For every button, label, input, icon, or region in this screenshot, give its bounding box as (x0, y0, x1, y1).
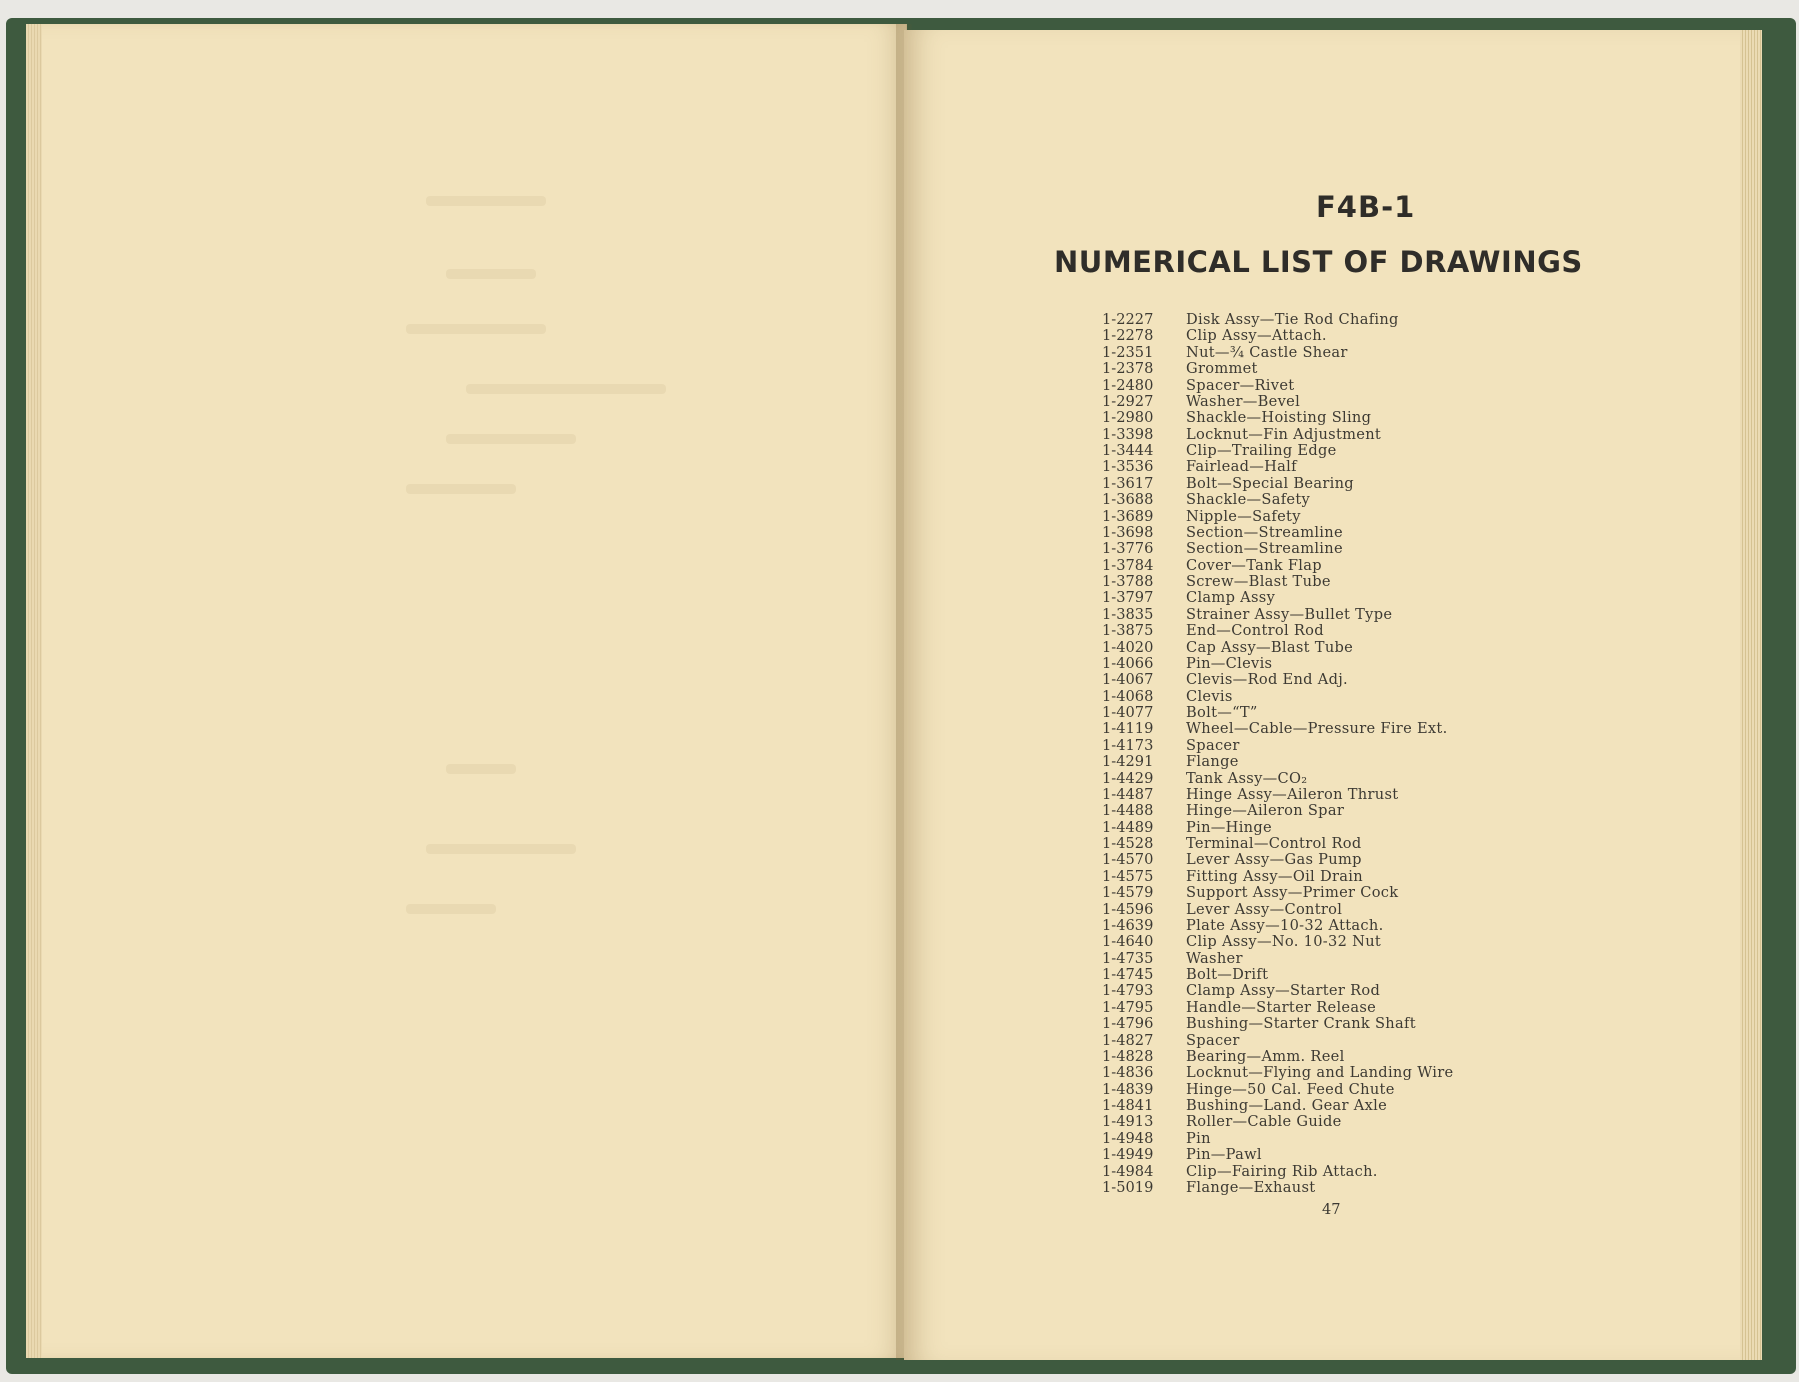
drawing-row (1098, 721, 1618, 737)
drawing-row (1098, 312, 1618, 328)
drawing-row (1098, 459, 1618, 475)
drawing-number: 1-4949 (1102, 1146, 1154, 1164)
show-through-text (446, 269, 536, 279)
show-through-text (406, 324, 546, 334)
drawing-description: Shackle—Hoisting Sling (1186, 409, 1372, 427)
drawing-description: Section—Streamline (1186, 540, 1343, 558)
drawing-number: 1-2980 (1102, 409, 1154, 427)
aircraft-model-title: F4B-1 (1316, 190, 1416, 224)
drawing-row (1098, 983, 1618, 999)
drawing-row (1098, 951, 1618, 967)
drawing-row (1098, 803, 1618, 819)
drawing-description: Handle—Starter Release (1186, 998, 1377, 1016)
drawing-description: Lever Assy—Control (1186, 900, 1343, 918)
drawing-row (1098, 443, 1618, 459)
drawing-row (1098, 345, 1618, 361)
drawing-row (1098, 1033, 1618, 1049)
drawing-row (1098, 820, 1618, 836)
drawing-number: 1-3788 (1102, 573, 1154, 590)
drawing-description: Bushing—Land. Gear Axle (1186, 1097, 1388, 1114)
drawing-description: Clip Assy—Attach. (1186, 327, 1327, 345)
drawing-description: Flange—Exhaust (1186, 1178, 1316, 1196)
drawing-row (1098, 427, 1618, 443)
drawing-description: Plate Assy—10-32 Attach. (1186, 916, 1384, 934)
drawing-number: 1-5019 (1102, 1178, 1154, 1196)
drawing-number: 1-3797 (1102, 589, 1154, 607)
drawing-description: Locknut—Flying and Landing Wire (1186, 1064, 1454, 1082)
drawing-number: 1-4827 (1102, 1031, 1154, 1049)
drawing-description: Fitting Assy—Oil Drain (1186, 867, 1363, 885)
drawing-description: Bearing—Amm. Reel (1186, 1047, 1345, 1065)
drawing-description: Screw—Blast Tube (1186, 573, 1331, 590)
drawing-number: 1-2351 (1102, 343, 1154, 361)
drawing-number: 1-4575 (1102, 867, 1154, 885)
drawing-description: Strainer Assy—Bullet Type (1186, 605, 1393, 623)
drawing-number: 1-3835 (1102, 605, 1154, 623)
drawing-description: Clamp Assy—Starter Rod (1186, 982, 1381, 1000)
drawing-row (1098, 394, 1618, 410)
drawing-row (1098, 852, 1618, 868)
show-through-text (446, 764, 516, 774)
drawing-number: 1-4067 (1102, 671, 1154, 689)
drawing-row (1098, 754, 1618, 770)
drawing-description: Spacer (1186, 736, 1240, 754)
drawing-number: 1-3688 (1102, 491, 1154, 509)
drawing-description: Clamp Assy (1186, 589, 1276, 607)
drawing-row (1098, 525, 1618, 541)
drawing-row (1098, 328, 1618, 344)
drawing-number: 1-4066 (1102, 654, 1154, 672)
drawing-description: Bolt—“T” (1186, 704, 1258, 721)
drawing-row (1098, 1049, 1618, 1065)
drawing-description: Bushing—Starter Crank Shaft (1186, 1015, 1416, 1033)
show-through-text (426, 844, 576, 854)
drawing-description: Tank Assy—CO₂ (1186, 769, 1308, 787)
drawing-number: 1-3617 (1102, 474, 1154, 492)
left-page (26, 24, 907, 1358)
drawing-description: Pin (1186, 1129, 1211, 1147)
drawing-row (1098, 869, 1618, 885)
drawing-description: Clip—Fairing Rib Attach. (1186, 1162, 1378, 1180)
drawing-number: 1-4639 (1102, 916, 1154, 934)
drawing-row (1098, 361, 1618, 377)
drawing-row (1098, 1180, 1618, 1196)
drawing-description: Locknut—Fin Adjustment (1186, 425, 1382, 443)
drawing-row (1098, 378, 1618, 394)
drawing-row (1098, 574, 1618, 590)
drawing-row (1098, 771, 1618, 787)
drawing-description: Bolt—Special Bearing (1186, 474, 1354, 492)
drawing-row (1098, 623, 1618, 639)
drawing-description: Shackle—Safety (1186, 491, 1311, 509)
drawing-number: 1-3776 (1102, 540, 1154, 558)
drawing-number: 1-4489 (1102, 818, 1154, 836)
right-page-edges (1740, 30, 1762, 1360)
drawing-description: Roller—Cable Guide (1186, 1113, 1342, 1131)
drawing-row (1098, 492, 1618, 508)
drawing-description: Fairlead—Half (1186, 458, 1297, 476)
drawing-row (1098, 1114, 1618, 1130)
drawing-number: 1-3698 (1102, 523, 1154, 541)
drawing-row (1098, 672, 1618, 688)
drawing-description: Nut—¾ Castle Shear (1186, 343, 1348, 361)
drawing-row (1098, 1147, 1618, 1163)
drawing-number: 1-4068 (1102, 687, 1154, 705)
drawing-description: Bolt—Drift (1186, 966, 1269, 983)
drawing-number: 1-3536 (1102, 458, 1154, 476)
drawing-number: 1-4839 (1102, 1080, 1154, 1098)
drawing-row (1098, 902, 1618, 918)
drawing-description: Pin—Pawl (1186, 1146, 1262, 1164)
drawing-description: Nipple—Safety (1186, 507, 1301, 525)
drawing-number: 1-4119 (1102, 720, 1154, 738)
drawing-description: Cover—Tank Flap (1186, 556, 1322, 574)
drawing-number: 1-4984 (1102, 1162, 1154, 1180)
drawing-number: 1-4841 (1102, 1097, 1154, 1114)
drawing-row (1098, 476, 1618, 492)
drawing-description: Lever Assy—Gas Pump (1186, 851, 1362, 869)
drawing-number: 1-2927 (1102, 392, 1154, 410)
drawing-description: Grommet (1186, 360, 1258, 378)
drawing-description: Support Assy—Primer Cock (1186, 884, 1399, 902)
drawing-row (1098, 967, 1618, 983)
drawing-number: 1-4828 (1102, 1047, 1154, 1065)
drawing-number: 1-4795 (1102, 998, 1154, 1016)
drawing-description: Cap Assy—Blast Tube (1186, 638, 1354, 656)
show-through-text (406, 904, 496, 914)
drawing-description: Wheel—Cable—Pressure Fire Ext. (1186, 720, 1448, 738)
drawing-row (1098, 1131, 1618, 1147)
drawing-row (1098, 705, 1618, 721)
drawing-number: 1-4429 (1102, 769, 1154, 787)
drawing-row (1098, 558, 1618, 574)
drawing-row (1098, 787, 1618, 803)
drawing-number: 1-2278 (1102, 327, 1154, 345)
page-heading: NUMERICAL LIST OF DRAWINGS (1054, 245, 1583, 279)
drawing-row (1098, 1082, 1618, 1098)
drawing-number: 1-4793 (1102, 982, 1154, 1000)
drawing-number: 1-4913 (1102, 1113, 1154, 1131)
drawing-number: 1-4735 (1102, 949, 1154, 967)
show-through-text (466, 384, 666, 394)
drawing-row (1098, 590, 1618, 606)
drawing-row (1098, 656, 1618, 672)
drawing-row (1098, 934, 1618, 950)
drawing-number: 1-4745 (1102, 966, 1154, 983)
drawing-number: 1-2378 (1102, 360, 1154, 378)
drawing-row (1098, 640, 1618, 656)
drawing-row (1098, 410, 1618, 426)
drawing-row (1098, 885, 1618, 901)
drawing-description: Hinge Assy—Aileron Thrust (1186, 785, 1399, 803)
drawing-row (1098, 1098, 1618, 1114)
drawing-number: 1-3444 (1102, 442, 1154, 459)
show-through-text (406, 484, 516, 494)
drawing-number: 1-4570 (1102, 851, 1154, 869)
drawing-row (1098, 738, 1618, 754)
drawings-list (1098, 312, 1618, 1196)
drawing-description: Washer—Bevel (1186, 392, 1301, 410)
drawing-row (1098, 1065, 1618, 1081)
drawing-row (1098, 689, 1618, 705)
drawing-row (1098, 541, 1618, 557)
drawing-number: 1-4596 (1102, 900, 1154, 918)
drawing-row (1098, 1016, 1618, 1032)
drawing-description: Pin—Clevis (1186, 654, 1273, 672)
drawing-description: Hinge—Aileron Spar (1186, 802, 1345, 820)
drawing-row (1098, 1000, 1618, 1016)
drawing-description: Spacer—Rivet (1186, 376, 1295, 394)
drawing-number: 1-4579 (1102, 884, 1154, 902)
drawing-number: 1-3689 (1102, 507, 1154, 525)
drawing-description: Disk Assy—Tie Rod Chafing (1186, 311, 1399, 328)
drawing-number: 1-4796 (1102, 1015, 1154, 1033)
drawing-description: Spacer (1186, 1031, 1240, 1049)
left-page-edges (26, 24, 42, 1358)
drawing-number: 1-3398 (1102, 425, 1154, 443)
drawing-number: 1-4836 (1102, 1064, 1154, 1082)
drawing-description: Clevis (1186, 687, 1233, 705)
show-through-text (426, 196, 546, 206)
drawing-number: 1-3875 (1102, 622, 1154, 640)
drawing-number: 1-4020 (1102, 638, 1154, 656)
drawing-number: 1-4173 (1102, 736, 1154, 754)
drawing-number: 1-4487 (1102, 785, 1154, 803)
drawing-number: 1-2227 (1102, 311, 1154, 328)
drawing-description: Clip—Trailing Edge (1186, 442, 1337, 459)
drawing-description: Hinge—50 Cal. Feed Chute (1186, 1080, 1395, 1098)
drawing-number: 1-3784 (1102, 556, 1154, 574)
page-number: 47 (1322, 1201, 1341, 1218)
drawing-row (1098, 1164, 1618, 1180)
drawing-number: 1-4077 (1102, 704, 1154, 721)
drawing-number: 1-4640 (1102, 933, 1154, 951)
drawing-number: 1-2480 (1102, 376, 1154, 394)
drawing-description: Clip Assy—No. 10-32 Nut (1186, 933, 1382, 951)
drawing-description: End—Control Rod (1186, 622, 1324, 640)
drawing-row (1098, 918, 1618, 934)
drawing-description: Flange (1186, 753, 1239, 771)
drawing-number: 1-4291 (1102, 753, 1154, 771)
drawing-row (1098, 836, 1618, 852)
drawing-number: 1-4948 (1102, 1129, 1154, 1147)
drawing-description: Clevis—Rod End Adj. (1186, 671, 1348, 689)
drawing-number: 1-4488 (1102, 802, 1154, 820)
drawing-row (1098, 509, 1618, 525)
show-through-text (446, 434, 576, 444)
drawing-description: Terminal—Control Rod (1186, 835, 1362, 852)
drawing-description: Section—Streamline (1186, 523, 1343, 541)
drawing-description: Washer (1186, 949, 1243, 967)
drawing-description: Pin—Hinge (1186, 818, 1272, 836)
drawing-number: 1-4528 (1102, 835, 1154, 852)
drawing-row (1098, 607, 1618, 623)
